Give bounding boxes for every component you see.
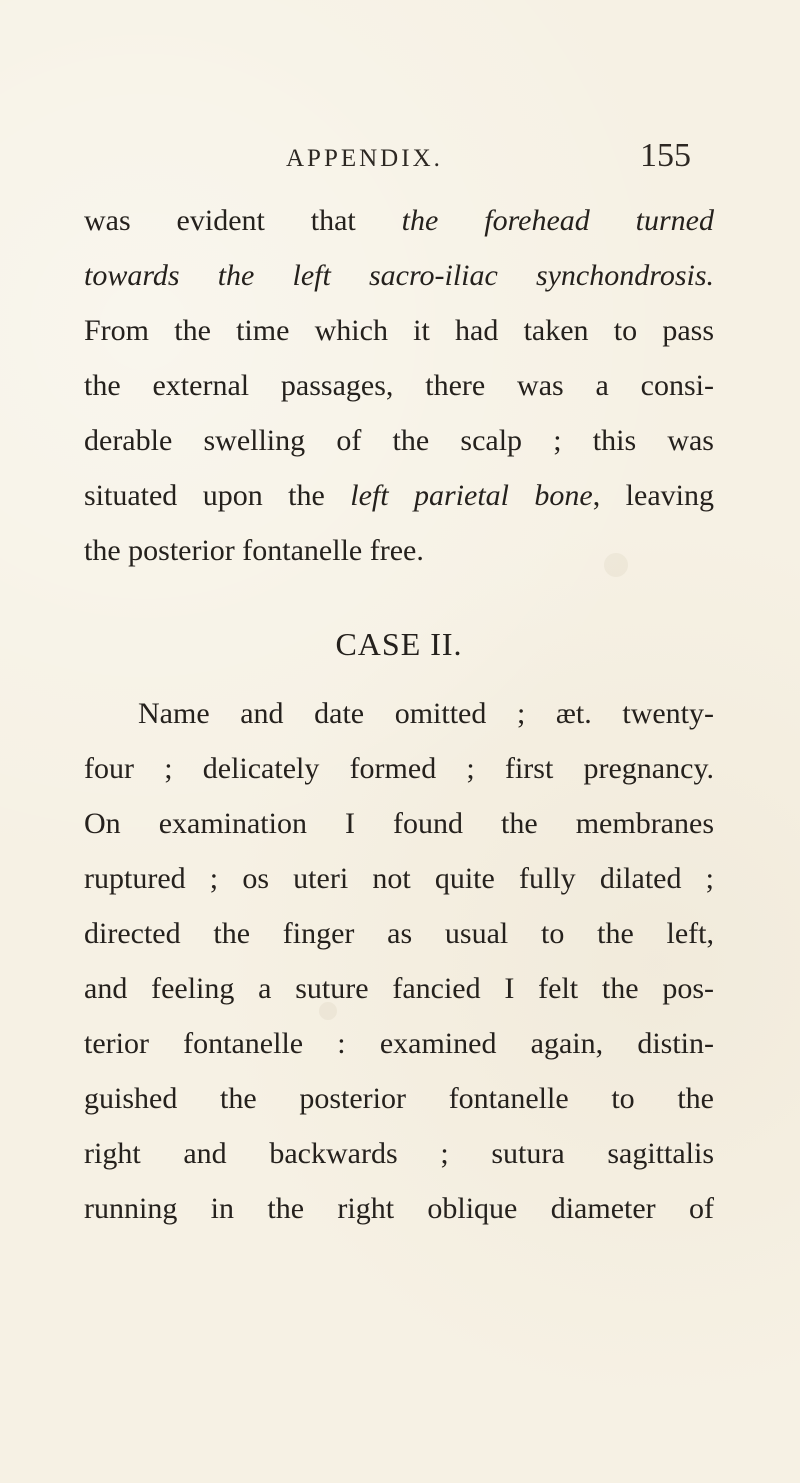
text-line: terior fontanelle : examined again, distin- (84, 1027, 714, 1060)
section-spacer (84, 578, 714, 613)
text-line: and feeling a suture fancied I felt the pos- (84, 972, 714, 1005)
text-line: four ; delicately formed ; first pregnancy. (84, 752, 714, 785)
text-line: running in the right oblique diameter of (84, 1192, 714, 1225)
text-line: Name and date omitted ; æt. twenty- (138, 697, 714, 730)
text-line: ruptured ; os uteri not quite fully dilated ; (84, 862, 714, 895)
text-line: directed the finger as usual to the left, (84, 917, 714, 950)
text-line (84, 468, 714, 523)
page-text (84, 193, 714, 1236)
text-line: On examination I found the membranes (84, 807, 714, 840)
italic-phrase: the forehead turned (401, 204, 714, 237)
case-heading: CASE II. (335, 626, 463, 662)
text-line: derable swelling of the scalp ; this was (84, 424, 714, 457)
text-fragment: was evident that (84, 204, 402, 237)
running-head: APPENDIX. (286, 145, 443, 172)
text-line: the posterior fontanelle free. (84, 534, 424, 567)
text-fragment: situated upon the (84, 479, 351, 512)
text-fragment: , leaving (592, 479, 714, 512)
text-line (84, 193, 714, 248)
italic-phrase: left parietal bone (350, 479, 593, 512)
italic-line: towards the left sacro-iliac synchondrosis. (84, 259, 714, 292)
text-line: From the time which it had taken to pass (84, 314, 714, 347)
text-line: the external passages, there was a consi- (84, 369, 714, 402)
text-line: guished the posterior fontanelle to the (84, 1082, 714, 1115)
text-line: right and backwards ; sutura sagittalis (84, 1137, 714, 1170)
page-number: 155 (640, 137, 691, 174)
